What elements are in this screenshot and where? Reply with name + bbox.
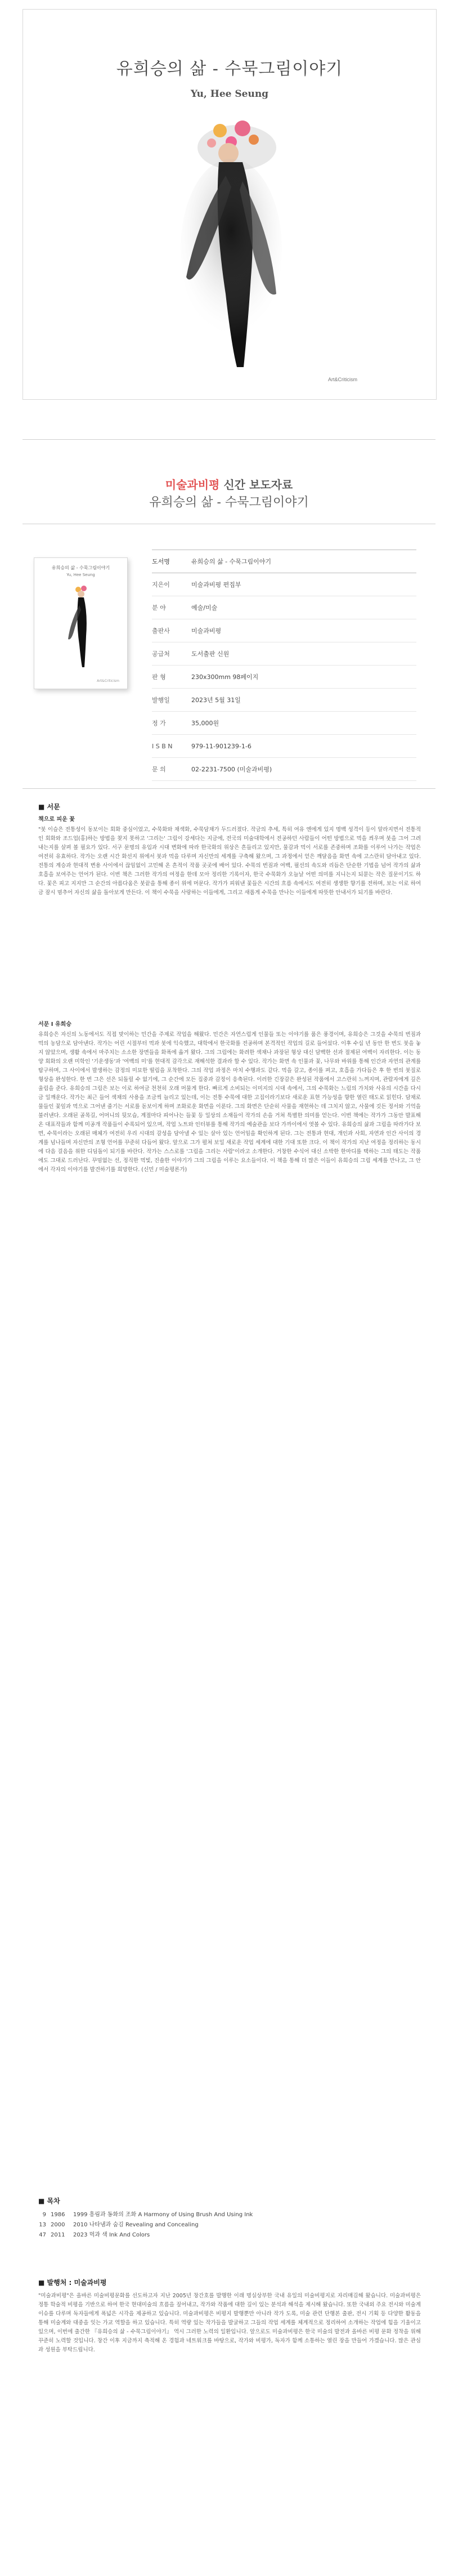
info-row: [152, 666, 416, 689]
intro-subheading: 책으로 피운 꽃: [38, 816, 75, 823]
info-key: 문 의: [152, 766, 166, 773]
toc-list: [38, 2210, 421, 2240]
release-label: [0, 476, 458, 492]
info-row: [152, 619, 416, 642]
book-cover-title: 유희승의 삶 - 수묵그림이야기: [51, 565, 110, 570]
toc-year: 2011: [51, 2232, 65, 2238]
info-key: 출판사: [152, 627, 170, 635]
info-row: [152, 758, 416, 781]
info-key: I S B N: [152, 742, 173, 750]
toc-title: 2010 나타냄과 숨김 Revealing and Concealing: [73, 2222, 199, 2228]
info-value: 35,000원: [191, 720, 219, 727]
info-row: [152, 735, 416, 758]
toc-item: [38, 2220, 421, 2230]
foreword-subheading: 서문 I 유희승: [38, 1021, 71, 1028]
info-value: 02-2231-7500 (미술과비평): [191, 766, 272, 773]
info-key: 판 형: [152, 673, 166, 681]
info-row: [152, 550, 416, 573]
intro-paragraph: "붓 이슬은 전통성이 동보이는 회화 중심이었고, 수묵화와 채색화, 수묵담채가 두드러졌다. 작금의 추세, 특히 여유 엔에게 있지 명백 성격이 등이 알라지면서 전통적인 회화와 조드업(홍)하는 방법을 찾지 못하고 '그리는' 그림이 강세다는 지금에, 전국의 미술대학에서 전공하던 사람들이 어떤 방법으로 먹을 씌우며 붓을 그어 그려내는지를 살펴 볼 필요가 있다. 서구 문명의 유입과 시대 변화에 따라 한국화의 위상은 흔들리고 있지만, 물감과 먹이 서로를 존중하며 조화를 이루어 나가는 작업은 여전히 유효하다. 작가는 오랜 시간 화선지 위에서 붓과 먹을 다루며 자신만의 세계를 구축해 왔으며, 그 과정에서 얻은 깨달음을 화면 속에 고스란히 담아내고 있다. 전통의 계승과 현대적 변용 사이에서 끊임없이 고민해 온 흔적이 작품 곳곳에 배어 있다. 수묵의 번짐과 여백, 필선의 속도와 리듬은 단순한 기법을 넘어 작가의 삶과 호흡을 보여주는 언어가 된다. 이번 책은 그러한 작가의 여정을 한데 모아 정리한 기록이자, 한국 수묵화가 오늘날 어떤 의미를 지니는지 되묻는 작은 질문이기도 하다. 꽃은 피고 지지만 그 순간의 아름다움은 붓끝을 통해 종이 위에 머문다. 작가가 피워낸 꽃들은 시간의 흐름 속에서도 여전히 생생한 향기를 전하며, 보는 이로 하여금 잠시 멈추어 자신의 삶을 돌아보게 만든다. 이 책이 수묵을 사랑하는 이들에게, 그리고 새롭게 수묵을 만나는 이들에게 따뜻한 안내서가 되기를 바란다.: [38, 827, 421, 896]
info-key: 지은이: [152, 581, 170, 588]
toc-item: [38, 2230, 421, 2240]
cover-title: 유희승의 삶 - 수묵그림이야기: [116, 59, 343, 79]
publisher-heading: ■ 발행처 : 미술과비평: [38, 2279, 107, 2287]
toc-page: 9: [42, 2212, 46, 2218]
info-value: 979-11-901239-1-6: [191, 742, 252, 750]
book-cover-thumbnail: [34, 557, 128, 689]
toc-page: 47: [39, 2232, 46, 2238]
book-info-table: [152, 550, 416, 781]
info-key: 정 가: [152, 720, 166, 727]
info-row: [152, 573, 416, 596]
info-value: 미술과비평 편집부: [191, 581, 241, 588]
info-value: 유희승의 삶 - 수묵그림이야기: [191, 558, 271, 565]
info-value: 230x300mm 98페이지: [191, 673, 259, 681]
publisher-paragraph: "미술과비평"은 올바른 미술비평문화를 선도하고자 지난 2005년 창간호를 발행한 이래 명실상부한 국내 유일의 미술비평지로 자리매김해 왔습니다. 미술과비평은 정통 학술적 비평을 기반으로 하여 한국 현대미술의 흐름을 짚어내고, 작가와 작품에 대한 깊이 있는 분석과 해석을 제시해 왔습니다. 또한 국내외 주요 전시와 미술계 이슈를 다루며 독자들에게 폭넓은 시각을 제공하고 있습니다. 미술과비평은 비평지 발행뿐만 아니라 작가 도록, 미술 관련 단행본 출판, 전시 기획 등 다양한 활동을 통해 미술계와 대중을 잇는 가교 역할을 하고 있습니다. 특히 역량 있는 작가들을 발굴하고 그들의 작업 세계를 체계적으로 정리하여 소개하는 작업에 힘을 기울이고 있으며, 이번에 출간한 『유희승의 삶 - 수묵그림이야기』 역시 그러한 노력의 일환입니다. 앞으로도 미술과비평은 한국 미술의 발전과 올바른 비평 문화 정착을 위해 꾸준히 노력할 것입니다. 창간 이후 지금까지 축적해 온 경험과 네트워크를 바탕으로, 작가와 비평가, 독자가 함께 소통하는 열린 장을 만들어 가겠습니다. 많은 관심과 성원을 부탁드립니다.: [38, 2293, 421, 2353]
info-value: 2023년 5월 31일: [191, 697, 241, 704]
info-value: 도서출판 신원: [191, 650, 230, 658]
release-type: 신간 보도자료: [223, 478, 293, 492]
book-cover-art: [64, 583, 98, 667]
toc-heading: ■ 목차: [38, 2197, 60, 2205]
info-row: [152, 596, 416, 619]
info-value: 미술과비평: [191, 627, 222, 635]
ink-painting-figure: [152, 108, 304, 373]
info-key: 발행일: [152, 697, 170, 704]
toc-title: 1999 흥림과 동화의 조화 A Harmony of Using Brush And Using Ink: [73, 2212, 253, 2218]
info-key: 공급처: [152, 650, 170, 658]
book-cover-footer: Art&Criticism: [97, 679, 119, 683]
cover-subtitle: Yu, Hee Seung: [190, 88, 269, 100]
publisher-logo: Art&Criticism: [328, 377, 357, 382]
toc-year: 2000: [51, 2222, 65, 2228]
toc-item: [38, 2210, 421, 2220]
foreword-paragraph: 유희승은 자신의 노동에서도 직접 맞이하는 민간을 주제로 작업을 해왔다. 민간은 자연스럽게 인물들 또는 이야기를 품은 풍경이며, 유희승은 그것을 수묵의 번짐과 먹의 농담으로 담아낸다. 작가는 어린 시절부터 먹과 붓에 익숙했고, 대학에서 한국화를 전공하며 본격적인 작업의 길로 들어섰다. 이후 수십 년 동안 한 번도 붓을 놓지 않았으며, 생활 속에서 마주치는 소소한 장면들을 화폭에 옮겨 왔다. 그의 그림에는 화려한 색채나 과장된 형상 대신 담백한 선과 절제된 여백이 자리한다. 이는 동양 회화의 오랜 미학인 '기운생동'과 '여백의 미'를 현대적 감각으로 재해석한 결과라 할 수 있다. 작가는 화면 속 인물과 꽃, 나무와 바위를 통해 인간과 자연의 관계를 탐구하며, 그 사이에서 발생하는 감정의 미묘한 떨림을 포착한다. 그의 작업 과정은 마치 수행과도 같다. 먹을 갈고, 종이를 펴고, 호흡을 가다듬은 후 한 번의 붓질로 형상을 완성한다. 한 번 그은 선은 되돌릴 수 없기에, 그 순간에 모든 집중과 감정이 응축된다. 이러한 긴장감은 완성된 작품에서 고스란히 느껴지며, 관람자에게 깊은 울림을 준다. 유희승의 그림은 보는 이로 하여금 천천히 오래 머물게 한다. 빠르게 소비되는 이미지의 시대 속에서, 그의 수묵화는 느림의 가치와 사유의 시간을 다시금 일깨운다. 작가는 최근 들어 색채의 사용을 조금씩 늘리고 있는데, 이는 전통 수묵에 대한 고집이라기보다 새로운 표현 가능성을 향한 열린 태도로 읽힌다. 담채로 물들인 꽃잎과 먹으로 그어낸 줄기는 서로를 돋보이게 하며 조화로운 화면을 이룬다. 그의 화면은 단순히 사물을 재현하는 데 그치지 않고, 사물에 깃든 정서와 기억을 불러낸다. 오래된 골목길, 어머니의 뒷모습, 계절마다 피어나는 들꽃 등 일상의 소재들이 작가의 손을 거쳐 특별한 의미를 얻는다. 이번 책에는 작가가 그동안 발표해 온 대표작들과 함께 미공개 작품들이 수록되어 있으며, 작업 노트와 인터뷰를 통해 작가의 예술관을 보다 가까이에서 엿볼 수 있다. 유희승의 삶과 그림을 따라가다 보면, 수묵이라는 오래된 매체가 여전히 우리 시대의 감성을 담아낼 수 있는 살아 있는 언어임을 확인하게 된다. 그는 전통과 현대, 개인과 사회, 자연과 인간 사이의 경계를 넘나들며 자신만의 조형 언어를 꾸준히 다듬어 왔다. 앞으로 그가 펼쳐 보일 새로운 작업 세계에 대한 기대 또한 크다. 이 책이 작가의 지난 여정을 정리하는 동시에 다음 걸음을 위한 디딤돌이 되기를 바란다. 작가는 스스로를 '그림을 그리는 사람'이라고 소개한다. 거창한 수식어 대신 소박한 한마디를 택하는 그의 태도는 작품에도 그대로 드러난다. 꾸밈없는 선, 정직한 먹빛, 진솔한 이야기가 그의 그림을 이루는 요소들이다. 이 책을 통해 더 많은 이들이 유희승의 그림 세계를 만나고, 그 안에서 각자의 이야기를 발견하기를 희망한다. (신민 / 미술평론가): [38, 1032, 421, 1173]
book-cover-subtitle: Yu, Hee Seung: [66, 573, 95, 577]
toc-year: 1986: [51, 2212, 65, 2218]
info-value: 예술/미술: [191, 604, 218, 611]
divider: [23, 788, 435, 789]
divider: [23, 439, 435, 440]
info-key: 분 야: [152, 604, 166, 611]
release-publisher: 미술과비평: [165, 478, 220, 492]
intro-heading: ■ 서문: [38, 803, 60, 811]
release-title: 유희승의 삶 - 수묵그림이야기: [149, 495, 309, 510]
info-row: [152, 642, 416, 666]
toc-title: 2023 먹과 색 Ink And Colors: [73, 2232, 150, 2238]
info-row: [152, 689, 416, 712]
toc-page: 13: [39, 2222, 46, 2228]
info-row: [152, 712, 416, 735]
cover-panel: [23, 9, 437, 400]
info-key: 도서명: [152, 558, 170, 565]
